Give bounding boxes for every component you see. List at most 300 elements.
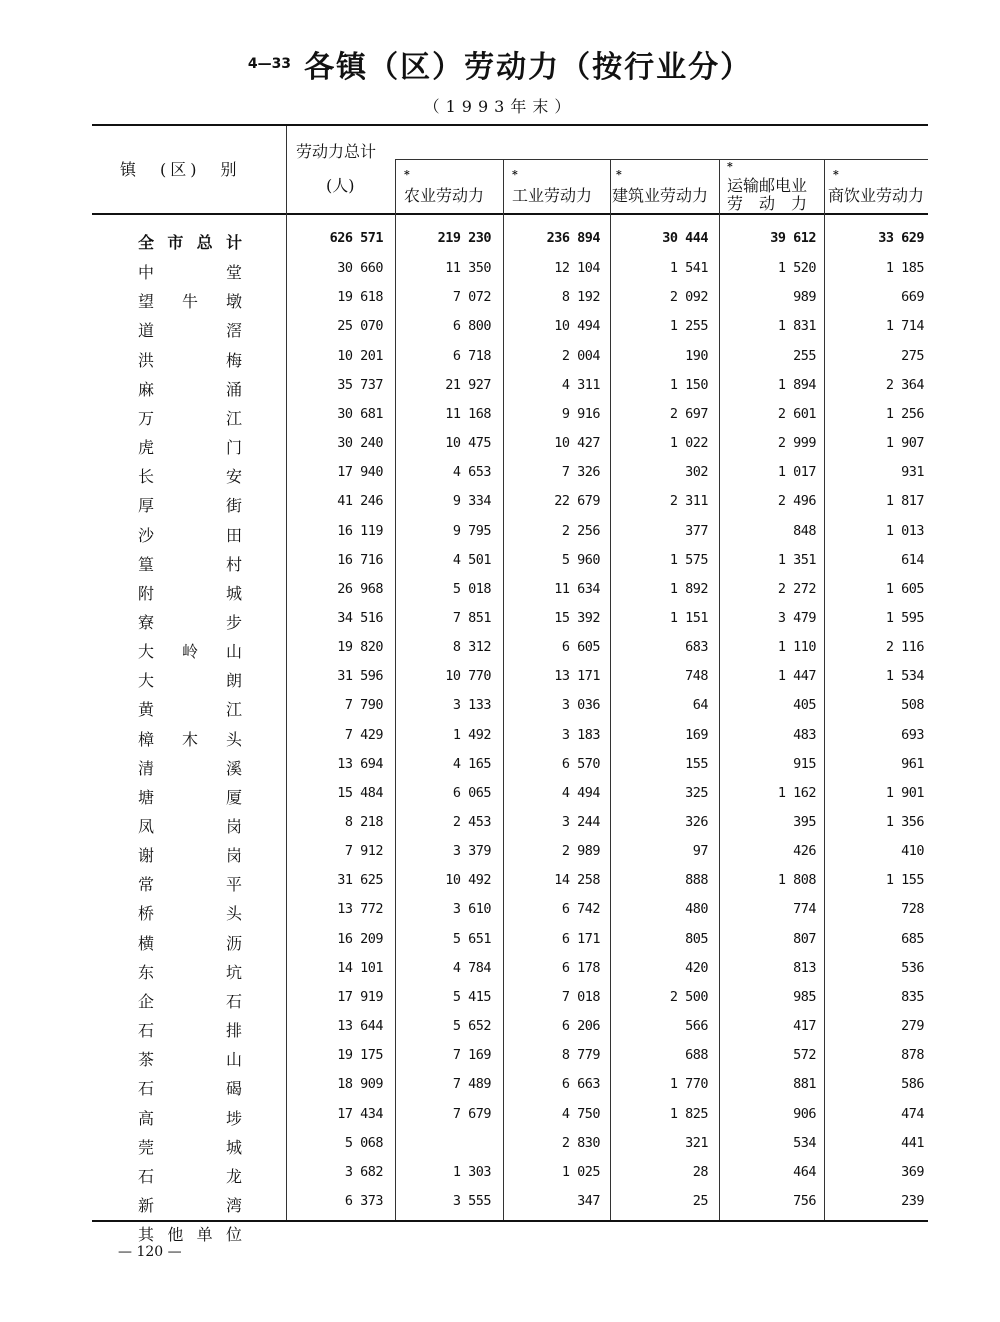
cell-commerce: 1 714 [885, 318, 924, 335]
cell-construction: 480 [685, 901, 708, 918]
table-row [0, 1047, 1000, 1076]
region-name-char: 头 [225, 729, 242, 749]
header-total-unit: (人) [326, 176, 355, 195]
star-mark: * [512, 168, 518, 181]
cell-transport: 813 [793, 959, 816, 976]
cell-industry: 11 634 [554, 580, 600, 597]
region-name [138, 1106, 242, 1129]
cell-total: 7 790 [344, 697, 383, 714]
region-name-char: 全 [138, 233, 155, 252]
region-name-char: 单 [196, 1225, 213, 1245]
table-row [0, 697, 1000, 726]
cell-total: 7 429 [344, 726, 383, 743]
cell-construction: 2 092 [669, 289, 708, 306]
cell-construction: 325 [685, 784, 708, 801]
cell-construction: 566 [685, 1018, 708, 1035]
region-name-char: 虎 [138, 438, 155, 458]
cell-agri: 1 492 [452, 726, 491, 743]
cell-transport: 807 [793, 930, 816, 947]
cell-commerce: 441 [901, 1134, 924, 1151]
region-name-char: 沙 [138, 525, 155, 545]
region-name-char: 滘 [225, 321, 242, 341]
cell-agri: 9 795 [452, 522, 491, 539]
cell-industry: 2 830 [561, 1134, 600, 1151]
cell-transport: 2 999 [777, 435, 816, 452]
cell-transport: 848 [793, 522, 816, 539]
region-name-char: 安 [225, 467, 242, 487]
cell-construction: 302 [685, 464, 708, 481]
top-rule [92, 124, 928, 126]
cell-industry: 4 494 [561, 784, 600, 801]
cell-commerce: 1 256 [885, 405, 924, 422]
region-name [138, 1018, 242, 1041]
cell-commerce: 1 901 [885, 784, 924, 801]
cell-transport: 756 [793, 1192, 816, 1209]
cell-construction: 805 [685, 930, 708, 947]
region-name [138, 1076, 242, 1099]
cell-transport: 417 [793, 1018, 816, 1035]
cell-agri: 9 334 [452, 493, 491, 510]
region-name [138, 814, 242, 837]
region-name-char: 碣 [225, 1079, 242, 1099]
cell-construction: 1 575 [669, 551, 708, 568]
table-row [0, 931, 1000, 960]
table-row [0, 581, 1000, 610]
cell-transport: 1 017 [777, 464, 816, 481]
cell-commerce: 1 817 [885, 493, 924, 510]
cell-commerce: 614 [901, 551, 924, 568]
cell-total: 5 068 [344, 1134, 383, 1151]
region-name-char: 企 [138, 991, 155, 1011]
cell-agri: 6 800 [452, 318, 491, 335]
region-name-char: 头 [225, 904, 242, 924]
cell-industry: 9 916 [561, 405, 600, 422]
region-name-char: 田 [225, 525, 242, 545]
table-row [0, 785, 1000, 814]
cell-agri: 10 492 [445, 872, 491, 889]
cell-commerce: 728 [901, 901, 924, 918]
cell-construction: 1 892 [669, 580, 708, 597]
region-name [138, 1193, 242, 1216]
cell-construction: 748 [685, 668, 708, 685]
region-name-char: 桥 [138, 904, 155, 924]
region-name-char: 他 [167, 1225, 184, 1245]
cell-transport: 989 [793, 289, 816, 306]
table-title-text: 各镇（区）劳动力（按行业分） [304, 50, 753, 85]
cell-industry: 3 036 [561, 697, 600, 714]
region-name [138, 843, 242, 866]
cell-total: 13 772 [337, 901, 383, 918]
cell-commerce: 1 155 [885, 872, 924, 889]
region-name-char: 石 [225, 991, 242, 1011]
region-name-char: 总 [196, 233, 213, 252]
cell-commerce: 410 [901, 843, 924, 860]
cell-agri: 4 784 [452, 959, 491, 976]
cell-commerce: 1 534 [885, 668, 924, 685]
cell-construction: 1 022 [669, 435, 708, 452]
cell-commerce: 586 [901, 1076, 924, 1093]
cell-commerce: 1 185 [885, 260, 924, 277]
cell-construction: 155 [685, 755, 708, 772]
cell-transport: 255 [793, 347, 816, 364]
cell-agri: 5 018 [452, 580, 491, 597]
cell-construction: 321 [685, 1134, 708, 1151]
region-name-char: 江 [225, 408, 242, 428]
cell-transport: 2 496 [777, 493, 816, 510]
table-row [0, 1076, 1000, 1105]
cell-agri: 3 555 [452, 1192, 491, 1209]
cell-transport: 985 [793, 988, 816, 1005]
cell-construction: 1 770 [669, 1076, 708, 1093]
cell-total: 626 571 [329, 230, 383, 246]
table-number: 4—33 [247, 56, 292, 72]
table-row [0, 464, 1000, 493]
cell-construction: 1 255 [669, 318, 708, 335]
cell-transport: 1 831 [777, 318, 816, 335]
region-name-char: 石 [138, 1021, 155, 1041]
header-transport-line1: 运输邮电业 [727, 176, 808, 195]
cell-agri: 219 230 [437, 230, 491, 246]
region-name-char: 朗 [225, 671, 242, 691]
table-row [0, 348, 1000, 377]
cell-total: 6 373 [344, 1192, 383, 1209]
cell-commerce: 536 [901, 959, 924, 976]
table-row [0, 639, 1000, 668]
table-row [0, 1018, 1000, 1047]
region-name-char: 厚 [138, 496, 155, 516]
table-row [0, 901, 1000, 930]
cell-agri: 7 489 [452, 1076, 491, 1093]
cell-total: 30 660 [337, 260, 383, 277]
cell-total: 30 681 [337, 405, 383, 422]
region-name-char: 街 [225, 496, 242, 516]
region-name-char: 排 [225, 1021, 242, 1041]
table-row [0, 552, 1000, 581]
header-rule [92, 213, 928, 215]
cell-industry: 8 192 [561, 289, 600, 306]
region-name-char: 门 [225, 438, 242, 458]
table-title [0, 42, 1000, 86]
cell-industry: 10 494 [554, 318, 600, 335]
region-name [138, 581, 242, 604]
cell-total: 17 919 [337, 988, 383, 1005]
header-subrule [395, 159, 928, 160]
cell-commerce: 369 [901, 1163, 924, 1180]
cell-agri: 4 501 [452, 551, 491, 568]
cell-total: 16 716 [337, 551, 383, 568]
region-name-char: 平 [225, 875, 242, 895]
table-row [0, 814, 1000, 843]
region-name-char: 常 [138, 875, 155, 895]
region-name [138, 901, 242, 924]
cell-agri: 8 312 [452, 639, 491, 656]
page-number: — 120 — [118, 1244, 182, 1260]
cell-agri: 5 415 [452, 988, 491, 1005]
cell-industry: 12 104 [554, 260, 600, 277]
region-name [138, 727, 242, 750]
cell-total: 14 101 [337, 959, 383, 976]
cell-total: 31 596 [337, 668, 383, 685]
cell-transport: 405 [793, 697, 816, 714]
cell-agri: 11 350 [445, 260, 491, 277]
cell-transport: 2 272 [777, 580, 816, 597]
cell-construction: 1 150 [669, 376, 708, 393]
region-name [138, 697, 242, 720]
table-row [0, 523, 1000, 552]
cell-industry: 22 679 [554, 493, 600, 510]
cell-total: 31 625 [337, 872, 383, 889]
cell-commerce: 239 [901, 1192, 924, 1209]
region-name-char: 墩 [225, 292, 242, 312]
cell-transport: 1 447 [777, 668, 816, 685]
cell-total: 10 201 [337, 347, 383, 364]
cell-transport: 1 110 [777, 639, 816, 656]
table-row [0, 756, 1000, 785]
cell-industry: 6 171 [561, 930, 600, 947]
region-name-char: 中 [138, 263, 155, 283]
cell-total: 13 644 [337, 1018, 383, 1035]
region-name-char: 凤 [138, 817, 155, 836]
cell-total: 34 516 [337, 609, 383, 626]
cell-commerce: 931 [901, 464, 924, 481]
cell-commerce: 508 [901, 697, 924, 714]
region-name-char: 山 [225, 642, 242, 662]
cell-industry: 6 178 [561, 959, 600, 976]
header-commerce: 商饮业劳动力 [828, 186, 925, 205]
region-name-char: 樟 [138, 729, 155, 749]
cell-commerce: 279 [901, 1018, 924, 1035]
cell-industry: 3 244 [561, 814, 600, 830]
cell-transport: 1 162 [777, 784, 816, 801]
table-row [0, 289, 1000, 318]
region-name-char: 龙 [225, 1166, 242, 1186]
region-name-char: 望 [138, 292, 155, 312]
cell-agri: 7 679 [452, 1105, 491, 1122]
cell-commerce: 1 013 [885, 522, 924, 539]
region-name [138, 435, 242, 458]
cell-construction: 888 [685, 872, 708, 889]
cell-total: 15 484 [337, 784, 383, 801]
region-name-char: 塘 [138, 787, 155, 807]
cell-transport: 1 351 [777, 551, 816, 568]
region-name-char: 新 [138, 1195, 155, 1215]
cell-agri: 4 653 [452, 464, 491, 481]
cell-construction: 30 444 [662, 230, 708, 246]
cell-industry: 3 183 [561, 726, 600, 743]
cell-total: 16 119 [337, 522, 383, 539]
header-construction: 建筑业劳动力 [612, 186, 709, 205]
cell-agri: 6 718 [452, 347, 491, 364]
region-name-char: 梅 [225, 350, 242, 370]
region-name [138, 931, 242, 954]
cell-construction: 1 825 [669, 1105, 708, 1122]
header-transport-line2: 劳 动 力 [727, 194, 808, 213]
region-name-char: 溪 [225, 758, 242, 778]
cell-industry: 2 989 [561, 843, 600, 860]
cell-construction: 2 500 [669, 988, 708, 1005]
table-row [0, 406, 1000, 435]
region-name-char: 莞 [138, 1137, 155, 1157]
region-name-char: 湾 [225, 1195, 242, 1215]
region-name [138, 289, 242, 312]
cell-total: 35 737 [337, 376, 383, 393]
cell-total: 3 682 [344, 1163, 383, 1180]
cell-commerce: 1 595 [885, 609, 924, 626]
table-row [0, 318, 1000, 347]
region-name-char: 道 [138, 321, 155, 341]
cell-transport: 1 894 [777, 376, 816, 393]
star-mark: * [727, 160, 733, 173]
cell-construction: 1 541 [669, 260, 708, 277]
region-name [138, 668, 242, 691]
cell-commerce: 1 356 [885, 814, 924, 830]
table-row [0, 260, 1000, 289]
cell-industry: 7 018 [561, 988, 600, 1005]
header-agri: 农业劳动力 [404, 186, 485, 205]
cell-commerce: 1 605 [885, 580, 924, 597]
cell-transport: 39 612 [770, 230, 816, 246]
cell-total: 25 070 [337, 318, 383, 335]
cell-industry: 2 256 [561, 522, 600, 539]
cell-total: 41 246 [337, 493, 383, 510]
cell-construction: 190 [685, 347, 708, 364]
region-name-char: 清 [138, 758, 155, 778]
region-name-char: 市 [167, 233, 184, 252]
cell-total: 17 434 [337, 1105, 383, 1122]
cell-total: 16 209 [337, 930, 383, 947]
cell-construction: 25 [692, 1192, 708, 1209]
region-name-char: 寮 [138, 612, 155, 632]
region-name-char: 沥 [225, 933, 242, 953]
cell-industry: 5 960 [561, 551, 600, 568]
cell-industry: 236 894 [546, 230, 600, 246]
region-name [138, 1047, 242, 1070]
region-name [138, 377, 242, 400]
region-name [138, 260, 242, 283]
cell-industry: 8 779 [561, 1047, 600, 1064]
table-row [0, 843, 1000, 872]
cell-construction: 28 [692, 1163, 708, 1180]
cell-agri: 5 652 [452, 1018, 491, 1035]
region-name-char: 岗 [225, 846, 242, 866]
region-name-char: 木 [181, 729, 198, 749]
cell-total: 18 909 [337, 1076, 383, 1093]
region-name-char: 附 [138, 583, 155, 603]
region-name [138, 493, 242, 516]
cell-transport: 426 [793, 843, 816, 860]
cell-total: 30 240 [337, 435, 383, 452]
table-row [0, 989, 1000, 1018]
region-name-char: 其 [138, 1225, 155, 1245]
cell-transport: 2 601 [777, 405, 816, 422]
cell-industry: 15 392 [554, 609, 600, 626]
region-name [138, 1222, 242, 1245]
cell-total: 8 218 [344, 814, 383, 830]
cell-industry: 7 326 [561, 464, 600, 481]
cell-agri: 3 379 [452, 843, 491, 860]
region-name-char: 城 [225, 1137, 242, 1157]
region-name [138, 464, 242, 487]
region-name [138, 1135, 242, 1158]
region-name-char: 牛 [181, 292, 198, 312]
cell-industry: 14 258 [554, 872, 600, 889]
cell-agri: 10 475 [445, 435, 491, 452]
region-name [138, 639, 242, 662]
cell-agri: 5 651 [452, 930, 491, 947]
cell-industry: 6 663 [561, 1076, 600, 1093]
cell-agri: 7 169 [452, 1047, 491, 1064]
cell-commerce: 474 [901, 1105, 924, 1122]
region-name-char: 茶 [138, 1050, 155, 1070]
cell-construction: 169 [685, 726, 708, 743]
region-name [138, 872, 242, 895]
region-name [138, 348, 242, 371]
cell-commerce: 275 [901, 347, 924, 364]
region-name [138, 785, 242, 808]
region-name-char: 石 [138, 1079, 155, 1099]
region-name-char: 横 [138, 933, 155, 953]
cell-industry: 6 742 [561, 901, 600, 918]
cell-industry: 10 427 [554, 435, 600, 452]
star-mark: * [833, 168, 839, 181]
region-name-char: 麻 [138, 379, 155, 399]
region-name-char: 计 [225, 233, 242, 252]
cell-construction: 64 [692, 697, 708, 714]
cell-total: 13 694 [337, 755, 383, 772]
cell-agri: 3 133 [452, 697, 491, 714]
cell-agri: 3 610 [452, 901, 491, 918]
cell-transport: 1 520 [777, 260, 816, 277]
cell-commerce: 669 [901, 289, 924, 306]
cell-commerce: 2 364 [885, 376, 924, 393]
region-name [138, 756, 242, 779]
cell-agri: 1 303 [452, 1163, 491, 1180]
table-row [0, 493, 1000, 522]
cell-transport: 881 [793, 1076, 816, 1093]
table-row [0, 1106, 1000, 1135]
cell-transport: 3 479 [777, 609, 816, 626]
table-row [0, 610, 1000, 639]
cell-construction: 1 151 [669, 609, 708, 626]
region-name [138, 960, 242, 983]
cell-industry: 6 605 [561, 639, 600, 656]
cell-total: 17 940 [337, 464, 383, 481]
table-row [0, 872, 1000, 901]
cell-construction: 688 [685, 1047, 708, 1064]
region-name-char: 江 [225, 700, 242, 720]
cell-agri: 21 927 [445, 376, 491, 393]
star-mark: * [616, 168, 622, 181]
cell-commerce: 878 [901, 1047, 924, 1064]
region-name-char: 东 [138, 962, 155, 982]
region-name-char: 黄 [138, 700, 155, 720]
table-row [0, 1193, 1000, 1222]
cell-commerce: 33 629 [878, 230, 924, 246]
cell-industry: 2 004 [561, 347, 600, 364]
region-name-char: 高 [138, 1108, 155, 1128]
region-name [138, 230, 242, 253]
cell-transport: 572 [793, 1047, 816, 1064]
table-row [0, 960, 1000, 989]
cell-construction: 2 697 [669, 405, 708, 422]
table-row-total [0, 230, 1000, 259]
region-name-char: 埗 [225, 1108, 242, 1128]
cell-commerce: 1 907 [885, 435, 924, 452]
region-name-char: 坑 [225, 962, 242, 982]
region-name-char: 位 [225, 1225, 242, 1245]
region-name-char: 堂 [225, 263, 242, 283]
region-name-char: 长 [138, 467, 155, 487]
